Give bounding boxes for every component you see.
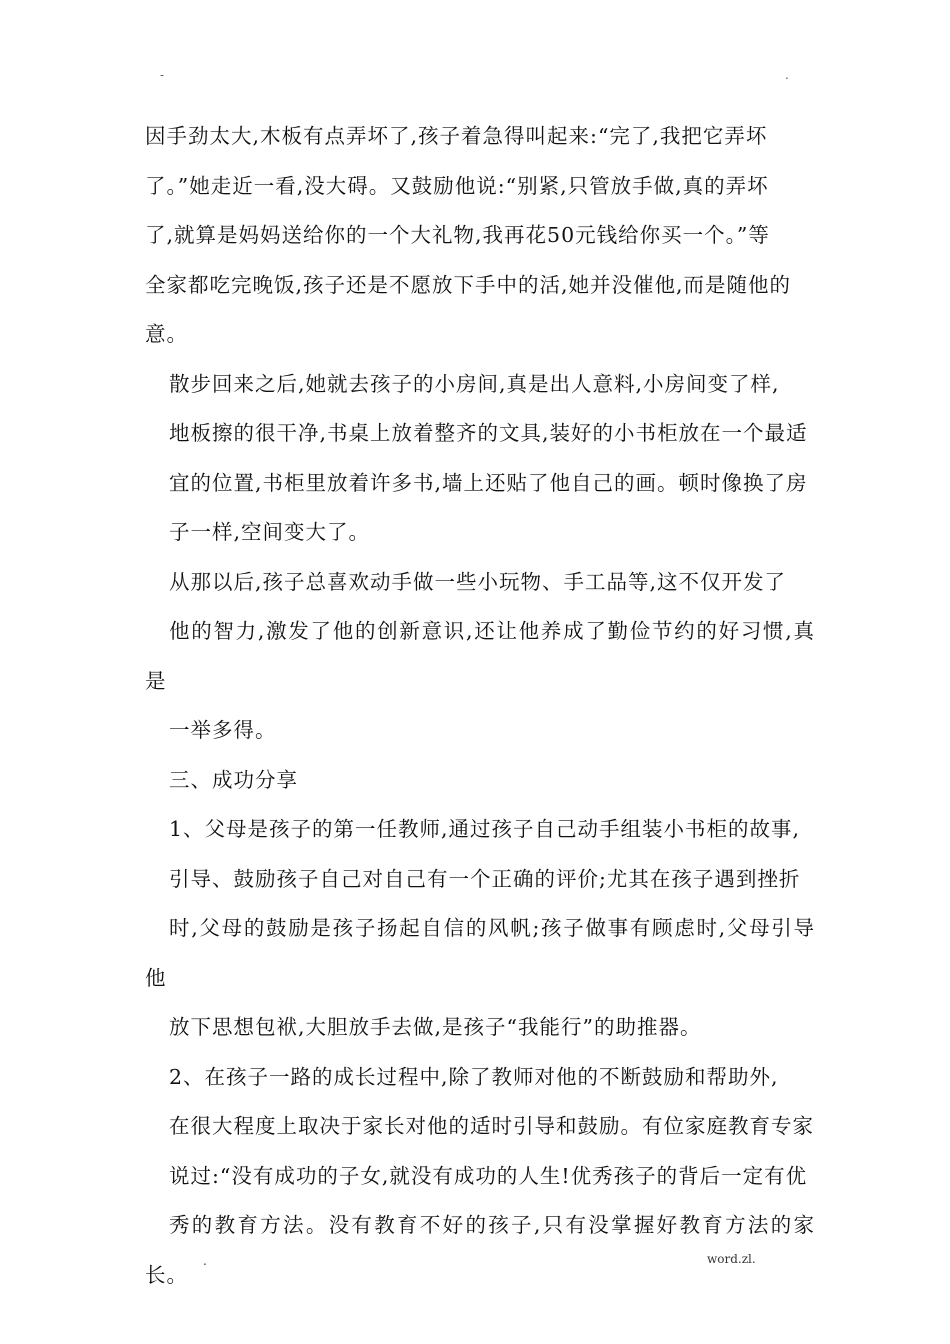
- text-line: 全家都吃完晚饭,孩子还是不愿放下手中的活,她并没催他,而是随他的: [145, 272, 792, 297]
- text-line: 2、在孩子一路的成长过程中,除了教师对他的不断鼓励和帮助外,: [169, 1064, 779, 1089]
- text-line: 放下思想包袱,大胆放手去做,是孩子“我能行”的助推器。: [169, 1015, 702, 1039]
- text-line: 一举多得。: [169, 718, 277, 742]
- text-line: 子一样,空间变大了。: [169, 520, 371, 544]
- text-line: 地板擦的很干净,书桌上放着整齐的文具,装好的小书柜放在一个最适: [169, 421, 808, 445]
- text-line: 秀的教育方法。没有教育不好的孩子,只有没掌握好教育方法的家长。: [145, 1213, 815, 1287]
- text-line: 了。”她走近一看,没大碍。又鼓励他说:“别紧,只管放手做,真的弄坏: [145, 173, 769, 198]
- text-line: 引导、鼓励孩子自己对自己有一个正确的评价;尤其在孩子遇到挫折: [169, 866, 801, 891]
- text-line: 散步回来之后,她就去孩子的小房间,真是出人意料,小房间变了样,: [169, 371, 780, 396]
- section-heading: 三、成功分享: [169, 767, 298, 792]
- text-line: 时,父母的鼓励是孩子扬起自信的风帆;孩子做事有顾虑时,父母引导他: [145, 916, 815, 990]
- section-heading-success-sharing: [145, 756, 815, 806]
- text-line: 从那以后,孩子总喜欢动手做一些小玩物、手工品等,这不仅开发了: [169, 569, 787, 594]
- text-line: 意。: [145, 322, 188, 346]
- text-line: 在很大程度上取决于家长对他的适时引导和鼓励。有位家庭教育专家: [169, 1114, 814, 1138]
- paragraph-room-change: [145, 360, 815, 558]
- paragraph-since-then: [145, 558, 815, 756]
- header-right-mark: .: [785, 68, 789, 82]
- text-line: 宜的位置,书柜里放着许多书,墙上还贴了他自己的画。顿时像换了房: [169, 470, 808, 495]
- text-line: 说过:“没有成功的子女,就没有成功的人生!优秀孩子的背后一定有优: [169, 1163, 808, 1188]
- text-line: 1、父母是孩子的第一任教师,通过孩子自己动手组装小书柜的故事,: [169, 817, 801, 841]
- text-line: 了,就算是妈妈送给你的一个大礼物,我再花50元钱给你买一个。”等: [145, 223, 770, 247]
- footer-source-label: word.zl.: [707, 1252, 756, 1266]
- text-line: 因手劲太大,木板有点弄坏了,孩子着急得叫起来:“完了,我把它弄坏: [145, 124, 768, 148]
- footer-left-mark: .: [203, 1254, 207, 1268]
- document-body: [145, 112, 815, 1300]
- text-line: 他的智力,激发了他的创新意识,还让他养成了勤俭节约的好习惯,真是: [145, 619, 815, 693]
- paragraph-point-1: [145, 805, 815, 1053]
- paragraph-story-continued: [145, 112, 815, 360]
- header-left-mark: -: [160, 68, 165, 82]
